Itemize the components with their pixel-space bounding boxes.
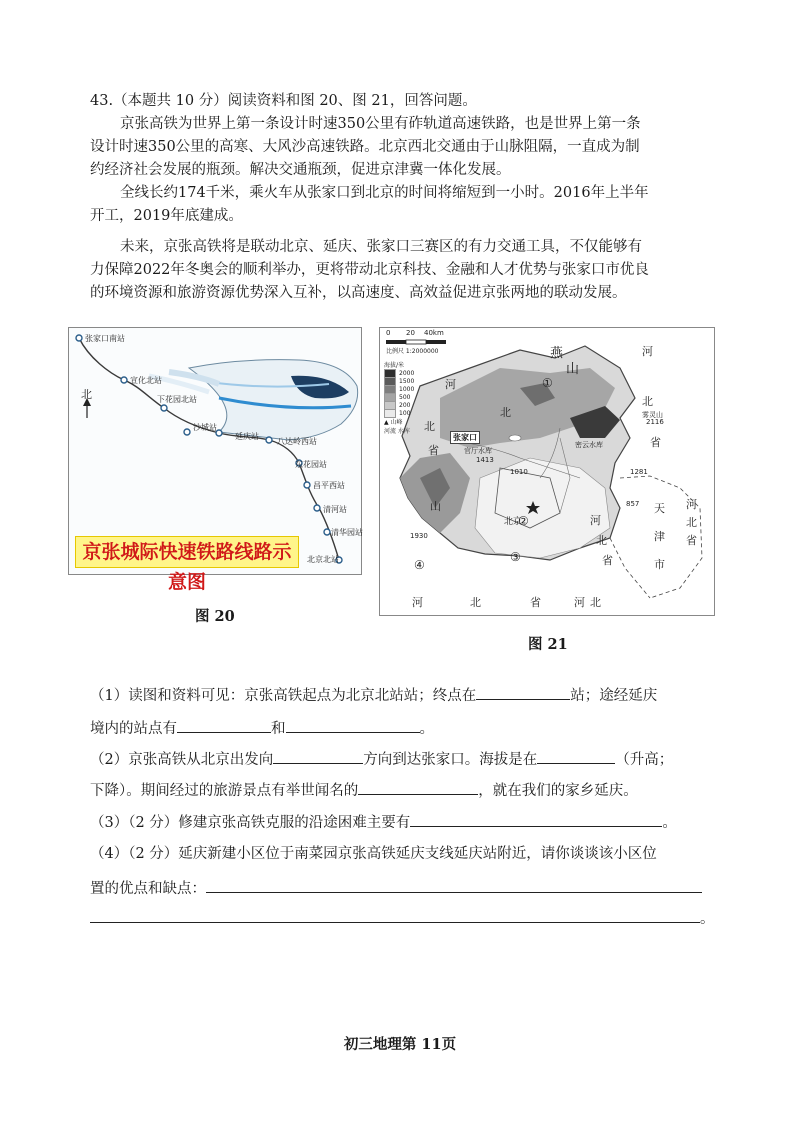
q3-text: 。 [662,815,677,831]
map-label: 北 [642,395,653,408]
map-label: 山 [566,362,580,377]
map-label-reservoir: 官厅水库 [464,447,492,455]
question-header: 43.（本题共 10 分）阅读资料和图 20、图 21，回答问题。 [90,93,477,109]
q4-text: 。 [700,911,715,927]
q2-text: 下降）。期间经过的旅游景点有举世闻名的 [90,783,359,799]
station-label: 张家口南站 [85,334,125,343]
station-label: 北京北站 [307,555,339,564]
legend-symbol: ▲ 山峰 [384,419,403,426]
map-label-c3: ③ [510,550,521,564]
q2-text: ，就在我们的家乡延庆。 [478,783,638,799]
map-label: 市 [654,558,665,571]
sub-question-3 [90,810,677,834]
station-label: 清河站 [323,505,347,514]
map-label-c4: ④ [414,558,425,572]
map-label: 河 [574,596,585,609]
map-label: 河 [642,345,653,358]
sub-question-1-cont [90,716,434,740]
legend-title: 海拔/米 [384,362,405,369]
figure-20-title: 京张城际快速铁路线路示意图 [75,536,299,568]
scale-text: 比例尺 1:2000000 [386,348,439,355]
map-label: 省 [428,444,439,457]
legend-level: 1000 [399,385,415,393]
sub-question-1 [90,683,657,707]
station-label: 下花园北站 [157,395,197,404]
map-label: 河 [686,498,697,511]
map-label: 天 [654,502,665,515]
map-label-peak: 雾灵山 [642,411,663,419]
paragraph-line: 的环境资源和旅游资源优势深入互补，以高速度、高效益促进京张两地的联动发展。 [90,285,627,301]
map-label: 北 [686,516,697,529]
station-label: 延庆站 [235,432,259,441]
map-label: 北 [590,596,601,609]
map-label-height: 1010 [510,468,528,476]
station-label: 清华园站 [331,528,363,537]
map-label-height: 857 [626,500,640,508]
map-label: 省 [686,534,697,547]
map-label: 省 [650,436,661,449]
paragraph-line: 设计时速350公里的高寒、大风沙高速铁路。北京西北交通由于山脉阻隔，一直成为制 [90,139,640,155]
q2-text: 方向到达张家口。海拔是在 [363,752,538,768]
sub-question-4-line [90,906,715,930]
legend-level: 100 [399,409,411,417]
q1-text: （1）读图和资料可见：京张高铁起点为北京北站站；终点在 [90,688,477,704]
map-label: 山 [430,500,441,513]
map-label-beijing: 北京 [504,517,523,527]
paragraph-line: 全线长约174千米，乘火车从张家口到北京的时间将缩短到一小时。2016年上半年 [120,185,649,201]
q3-text: （3）（2 分）修建京张高铁克服的沿途困难主要有 [90,815,411,831]
answer-blank[interactable] [537,747,615,764]
map-label-peak-height: 2116 [646,418,664,426]
map-label-height: 1930 [410,532,428,540]
figure-21-caption: 图 21 [528,636,568,653]
q1-text: 站；途经延庆 [570,688,658,704]
legend-level: 2000 [399,369,415,377]
answer-blank[interactable] [358,778,478,795]
map-label: 河 [445,378,456,391]
station-label: 东花园站 [295,460,327,469]
q1-text: 境内的站点有 [90,721,177,737]
paragraph-line: 未来，京张高铁将是联动北京、延庆、张家口三赛区的有力交通工具，不仅能够有 [120,239,642,255]
answer-blank[interactable] [476,683,570,700]
answer-blank[interactable] [273,747,363,764]
paragraph-line: 约经济社会发展的瓶颈。解决交通瓶颈，促进京津冀一体化发展。 [90,162,511,178]
figure-20-railway-diagram [68,327,363,593]
figure-21-beijing-map [379,327,715,616]
q4-text: 置的优点和缺点： [90,881,206,897]
station-label: 昌平西站 [313,481,345,490]
paragraph-line: 力保障2022年冬奥会的顺利举办，更将带动北京科技、金融和人才优势与张家口市优良 [90,262,649,278]
map-label-yan: 燕 [550,346,564,361]
paragraph-line: 开工，2019年底建成。 [90,208,243,224]
paragraph-line: 京张高铁为世界上第一条设计时速350公里有砟轨道高速铁路，也是世界上第一条 [120,116,641,132]
sub-question-2 [90,747,673,771]
map-label: 北 [500,406,511,419]
map-label-zhangjiakou: 张家口 [450,431,480,444]
map-label-height: 1413 [476,456,494,464]
q2-text: （2）京张高铁从北京出发向 [90,752,274,768]
sub-question-4-cont [90,876,702,900]
map-label-height: 1281 [630,468,648,476]
map-label: 北 [596,534,607,547]
sub-question-4: （4）（2 分）延庆新建小区位于南菜园京张高铁延庆支线延庆站附近，请你谈谈该小区位 [90,846,657,862]
station-label: 八达岭西站 [277,437,317,446]
elevation-legend [384,360,428,435]
legend-level: 200 [399,401,411,409]
station-label: 宣化北站 [130,376,162,385]
map-label-c1: ① [542,376,553,390]
map-label: 北 [470,596,481,609]
scale-tick: 40km [424,329,444,337]
legend-level: 1500 [399,377,415,385]
scale-bar [386,340,446,344]
map-label: 省 [602,554,613,567]
answer-blank[interactable] [206,876,702,893]
map-label-reservoir: 密云水库 [575,441,603,449]
legend-level: 500 [399,393,411,401]
map-label: 河 [412,596,423,609]
legend-symbol: 河流 水库 [384,428,410,435]
figure-20-caption: 图 20 [195,608,235,625]
map-label-c2: ② [518,514,529,528]
scale-tick: 20 [406,329,415,337]
answer-blank[interactable] [286,716,420,733]
answer-blank[interactable] [177,716,271,733]
scale-tick: 0 [386,329,391,337]
north-label: 北 [81,388,92,401]
q1-text: 和 [271,721,286,737]
answer-blank[interactable] [410,810,662,827]
q2-text: （升高； [615,752,674,768]
answer-blank[interactable] [90,906,700,923]
map-label: 津 [654,530,665,543]
map-label: 北 [424,420,435,433]
page-footer: 初三地理第 11页 [343,1036,457,1053]
station-label: 沙城站 [193,423,217,432]
map-label: 省 [530,596,541,609]
map-label: 河 [590,514,601,527]
sub-question-2-cont [90,778,638,802]
q1-text: 。 [419,721,434,737]
